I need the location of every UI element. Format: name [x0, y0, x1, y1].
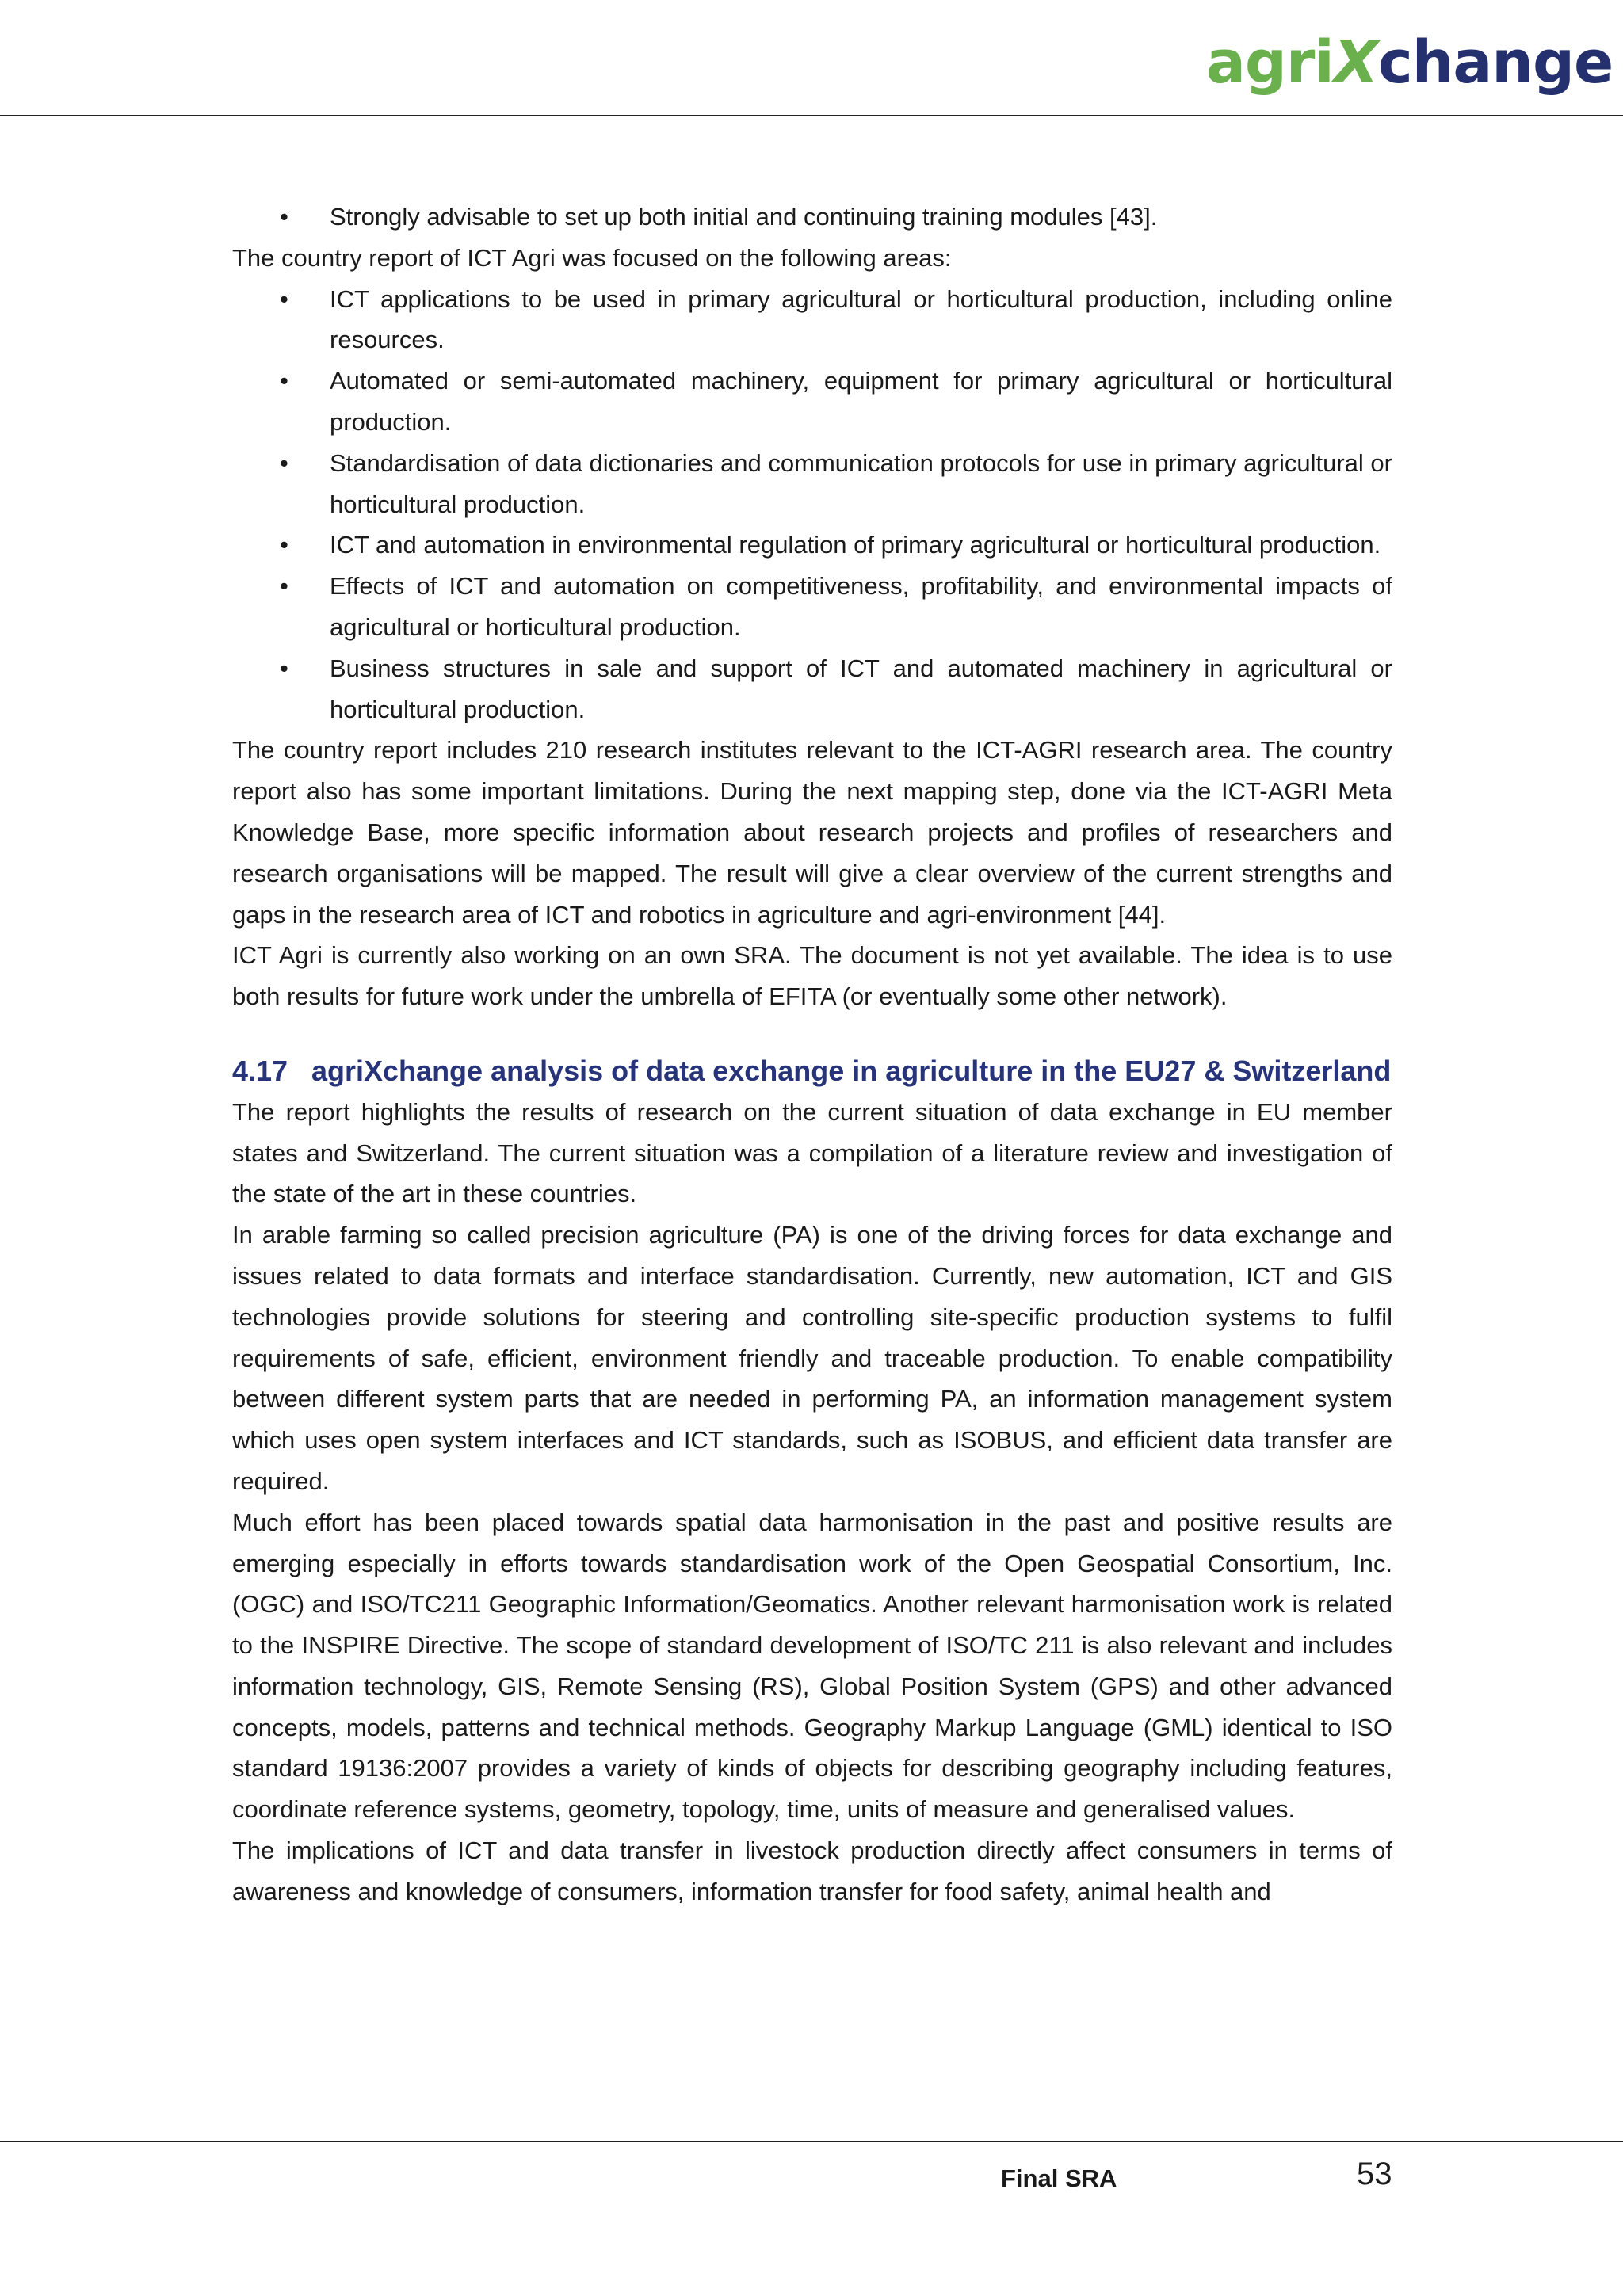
- bullet-icon: •: [280, 284, 288, 313]
- list-item: [232, 279, 1392, 361]
- body-paragraph: The implications of ICT and data transfer in livestock production directly affect consumers in terms of awareness and knowledge of consumers, information transfer for food safety, animal health and: [232, 1836, 1392, 1905]
- list-item: [232, 360, 1392, 443]
- intro-paragraph: The country report of ICT Agri was focused on the following areas:: [232, 243, 952, 272]
- page-number: 53: [1357, 2157, 1392, 2191]
- section-heading: [232, 1051, 1392, 1092]
- bullet-icon: •: [280, 531, 288, 559]
- bullet-text: ICT and automation in environmental regulation of primary agricultural or horticultural production.: [330, 531, 1381, 559]
- logo-text-x: X: [1333, 29, 1378, 97]
- section-title: agriXchange analysis of data exchange in agriculture in the EU27 & Switzerland: [311, 1054, 1392, 1087]
- agrixchange-logo: [1206, 29, 1613, 97]
- footer-divider: [0, 2141, 1623, 2142]
- focus-areas-list: [232, 279, 1392, 730]
- bullet-text: Business structures in sale and support of ICT and automated machinery in agricultural or horticultural production.: [330, 654, 1392, 723]
- bullet-text: Automated or semi-automated machinery, equipment for primary agricultural or horticultural production.: [330, 367, 1392, 436]
- bullet-icon: •: [280, 572, 288, 601]
- header-divider: [0, 115, 1623, 116]
- bullet-icon: •: [280, 448, 288, 477]
- bullet-icon: •: [280, 203, 288, 231]
- bullet-icon: •: [280, 654, 288, 682]
- body-paragraph: In arable farming so called precision agriculture (PA) is one of the driving forces for data exchange and issues related to data formats and interface standardisation. Currently, new automation, ICT and GIS technologies provide solutions for steering and controlling site-specific production systems to fulfil requirements of safe, efficient, environment friendly and traceable production. To enable compatibility between different system parts that are needed in performing PA, an information management system which uses open system interfaces and ICT standards, such as ISOBUS, and efficient data transfer are required.: [232, 1221, 1392, 1495]
- logo-text-agri: agri: [1206, 29, 1334, 97]
- list-item: [232, 566, 1392, 648]
- bullet-text: Effects of ICT and automation on competitiveness, profitability, and environmental impacts of agricultural or horticultural production.: [330, 572, 1392, 641]
- body-paragraph: The country report includes 210 research institutes relevant to the ICT-AGRI research area. The country report also has some important limitations. During the next mapping step, done via the ICT-AGRI Meta Knowledge Base, more specific information about research projects and profiles of researchers and research organisations will be mapped. The result will give a clear overview of the current strengths and gaps in the research area of ICT and robotics in agriculture and agri-environment [44].: [232, 736, 1392, 929]
- list-item: [232, 443, 1392, 525]
- footer-document-label: Final SRA: [1001, 2164, 1117, 2192]
- list-item: [232, 524, 1392, 566]
- body-paragraph: ICT Agri is currently also working on an own SRA. The document is not yet available. The idea is to use both results for future work under the umbrella of EFITA (or eventually some other network).: [232, 941, 1392, 1011]
- training-bullet-list: [232, 196, 1392, 238]
- list-item: [232, 648, 1392, 730]
- body-paragraph: The report highlights the results of research on the current situation of data exchange in EU member states and Switzerland. The current situation was a compilation of a literature review and investigation of the state of the art in these countries.: [232, 1097, 1392, 1208]
- bullet-text: ICT applications to be used in primary agricultural or horticultural production, including online resources.: [330, 284, 1392, 354]
- bullet-icon: •: [280, 367, 288, 395]
- logo-text-change: change: [1377, 29, 1613, 97]
- body-paragraph: Much effort has been placed towards spatial data harmonisation in the past and positive results are emerging especially in efforts towards standardisation work of the Open Geospatial Consortium, Inc. (OGC) and ISO/TC211 Geographic Information/Geomatics. Another relevant harmonisation work is related to the INSPIRE Directive. The scope of standard development of ISO/TC 211 is also relevant and includes information technology, GIS, Remote Sensing (RS), Global Position System (GPS) and other advanced concepts, models, patterns and technical methods. Geography Markup Language (GML) identical to ISO standard 19136:2007 provides a variety of kinds of objects for describing geography including features, coordinate reference systems, geometry, topology, time, units of measure and generalised values.: [232, 1508, 1392, 1824]
- bullet-text: Strongly advisable to set up both initial and continuing training modules [43].: [330, 203, 1158, 231]
- section-number: 4.17: [232, 1054, 288, 1087]
- list-item: [232, 196, 1392, 238]
- bullet-text: Standardisation of data dictionaries and communication protocols for use in primary agricultural or horticultural production.: [330, 448, 1392, 518]
- page-body: [232, 196, 1392, 1913]
